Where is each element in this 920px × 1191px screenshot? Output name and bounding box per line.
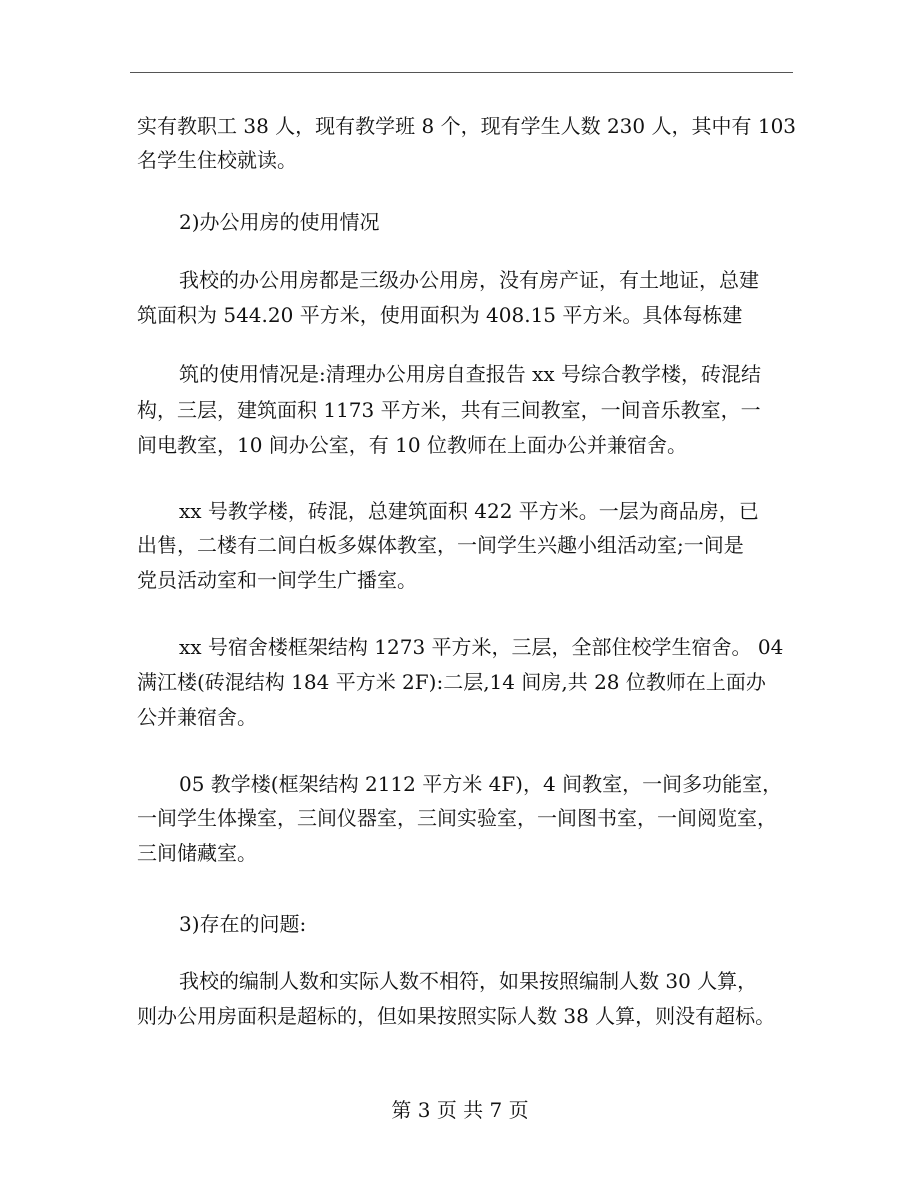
paragraph-line: 筑的使用情况是:清理办公用房自查报告 xx 号综合教学楼，砖混结: [179, 362, 762, 386]
paragraph-line: 我校的办公用房都是三级办公用房，没有房产证，有土地证，总建: [179, 268, 759, 292]
paragraph-line: 构，三层，建筑面积 1173 平方米，共有三间教室，一间音乐教室，一: [137, 398, 761, 422]
paragraph-line: 党员活动室和一间学生广播室。: [137, 568, 417, 592]
paragraph-line: 出售，二楼有二间白板多媒体教室，一间学生兴趣小组活动室;一间是: [137, 533, 744, 557]
header-rule: [130, 72, 793, 73]
paragraph-line: 满江楼(砖混结构 184 平方米 2F):二层,14 间房,共 28 位教师在上面办: [137, 670, 766, 694]
paragraph-line: 筑面积为 544.20 平方米，使用面积为 408.15 平方米。具体每栋建: [137, 303, 743, 327]
section-heading: 3)存在的问题:: [179, 912, 307, 936]
paragraph-line: 则办公用房面积是超标的，但如果按照实际人数 38 人算，则没有超标。: [137, 1004, 776, 1028]
paragraph-line: 我校的编制人数和实际人数不相符，如果按照编制人数 30 人算，: [179, 969, 758, 993]
paragraph-line: 一间学生体操室，三间仪器室，三间实验室，一间图书室，一间阅览室，: [137, 806, 777, 830]
paragraph-line: xx 号宿舍楼框架结构 1273 平方米，三层，全部住校学生宿舍。 04: [179, 635, 784, 659]
paragraph-line: xx 号教学楼，砖混，总建筑面积 422 平方米。一层为商品房，已: [179, 499, 759, 523]
paragraph-line: 三间储藏室。: [137, 841, 257, 865]
section-heading: 2)办公用房的使用情况: [179, 210, 380, 234]
paragraph-line: 间电教室，10 间办公室，有 10 位教师在上面办公并兼宿舍。: [137, 433, 687, 457]
paragraph-line: 名学生住校就读。: [137, 148, 297, 172]
paragraph-line: 公并兼宿舍。: [137, 705, 257, 729]
page-number-footer: 第 3 页 共 7 页: [391, 1098, 529, 1122]
paragraph-line: 实有教职工 38 人，现有教学班 8 个，现有学生人数 230 人，其中有 103: [137, 114, 797, 138]
paragraph-line: 05 教学楼(框架结构 2112 平方米 4F)，4 间教室，一间多功能室，: [179, 772, 783, 796]
